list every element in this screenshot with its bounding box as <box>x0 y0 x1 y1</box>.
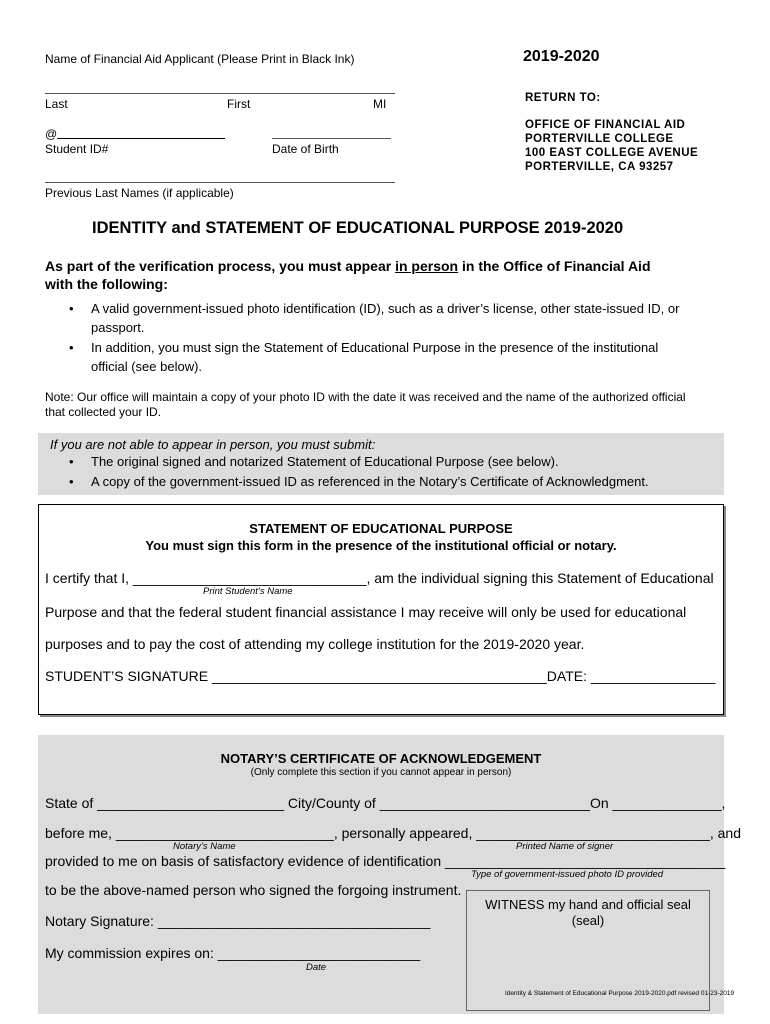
certify-line[interactable]: I certify that I, ______________________________, am the individual signing this Statement of Educational <box>45 570 714 586</box>
statement-subtitle: You must sign this form in the presence of the institutional official or notary. <box>145 538 617 553</box>
statement-line-3: purposes and to pay the cost of attending my college institution for the 2019-2020 year. <box>45 636 585 652</box>
notary-subtitle: (Only complete this section if you cannot appear in person) <box>250 767 512 778</box>
applicant-label: Name of Financial Aid Applicant (Please Print in Black Ink) <box>45 52 355 66</box>
page-title: IDENTITY and STATEMENT OF EDUCATIONAL PURPOSE 2019-2020 <box>92 219 624 237</box>
return-address-line: PORTERVILLE, CA 93257 <box>525 161 674 173</box>
notary-before-line[interactable]: before me, ____________________________, personally appeared, ______________________________, and <box>45 825 741 841</box>
requirement-1-l1: • A valid government-issued photo identification (ID), such as a driver’s license, other state-issued ID, or <box>91 301 679 316</box>
commission-line[interactable]: My commission expires on: __________________________ <box>45 945 421 961</box>
dob-label: Date of Birth <box>272 142 339 156</box>
year-label: 2019-2020 <box>523 48 600 65</box>
witness-label: WITNESS my hand and official seal <box>485 897 691 912</box>
student-signature-line[interactable]: STUDENT’S SIGNATURE ___________________________________________DATE: ________________ <box>45 668 716 684</box>
intro-line-2: with the following: <box>45 276 168 292</box>
student-id-label: Student ID# <box>45 142 109 156</box>
not-in-person-heading: If you are not able to appear in person, you must submit: <box>50 437 376 452</box>
student-id-line[interactable] <box>57 138 225 139</box>
print-name-caption: Print Student’s Name <box>203 586 293 597</box>
notary-signature-line[interactable]: Notary Signature: ___________________________________ <box>45 913 431 929</box>
seal-label: (seal) <box>571 913 605 928</box>
notary-name-caption: Notary’s Name <box>173 841 236 852</box>
notary-above-named: to be the above-named person who signed the forgoing instrument. <box>45 882 462 898</box>
intro-in-person: in person <box>395 258 459 274</box>
note-l1: Note: Our office will maintain a copy of your photo ID with the date it was received and the name of the authorized official <box>45 390 686 404</box>
dob-line[interactable] <box>272 138 391 139</box>
requirement-2-l2: official (see below). <box>91 359 203 374</box>
mi-label: MI <box>373 97 387 111</box>
notary-title: NOTARY’S CERTIFICATE OF ACKNOWLEDGEMENT <box>220 751 542 766</box>
intro-post: in the Office of Financial Aid <box>458 258 651 274</box>
at-sign: @ <box>45 127 58 141</box>
statement-line-2: Purpose and that the federal student financial assistance I may receive will only be used for educational <box>45 604 687 620</box>
requirement-1-l2: passport. <box>91 320 145 335</box>
return-address <box>525 118 698 174</box>
intro-line-1 <box>45 258 651 274</box>
return-address-line: OFFICE OF FINANCIAL AID <box>525 119 686 131</box>
name-line[interactable] <box>45 93 395 94</box>
requirement-2-l1: • In addition, you must sign the Statement of Educational Purpose in the presence of the institutional <box>91 340 658 355</box>
not-in-person-item-2: • A copy of the government-issued ID as referenced in the Notary’s Certificate of Acknowledgment. <box>91 474 649 489</box>
return-address-line: PORTERVILLE COLLEGE <box>525 133 674 145</box>
previous-names-label: Previous Last Names (if applicable) <box>45 186 234 200</box>
previous-names-line[interactable] <box>45 182 395 183</box>
statement-title: STATEMENT OF EDUCATIONAL PURPOSE <box>249 521 513 536</box>
date-caption: Date <box>306 962 327 973</box>
not-in-person-item-1: • The original signed and notarized Statement of Educational Purpose (see below). <box>91 454 559 469</box>
footer-revision: Identity & Statement of Educational Purpose 2019-2020.pdf revised 01-23-2019 <box>505 990 735 997</box>
notary-provided-line[interactable]: provided to me on basis of satisfactory evidence of identification ____________________________________ <box>45 853 726 869</box>
notary-state-line[interactable]: State of ________________________ City/County of ___________________________On ______________, <box>45 795 726 811</box>
id-caption: Type of government-issued photo ID provided <box>471 869 664 880</box>
last-label: Last <box>45 97 68 111</box>
first-label: First <box>227 97 251 111</box>
return-to-label: RETURN TO: <box>525 92 601 104</box>
note-l2: that collected your ID. <box>45 405 162 419</box>
intro-pre: As part of the verification process, you must appear <box>45 258 396 274</box>
return-address-line: 100 EAST COLLEGE AVENUE <box>525 147 699 159</box>
signer-caption: Printed Name of signer <box>516 841 614 852</box>
